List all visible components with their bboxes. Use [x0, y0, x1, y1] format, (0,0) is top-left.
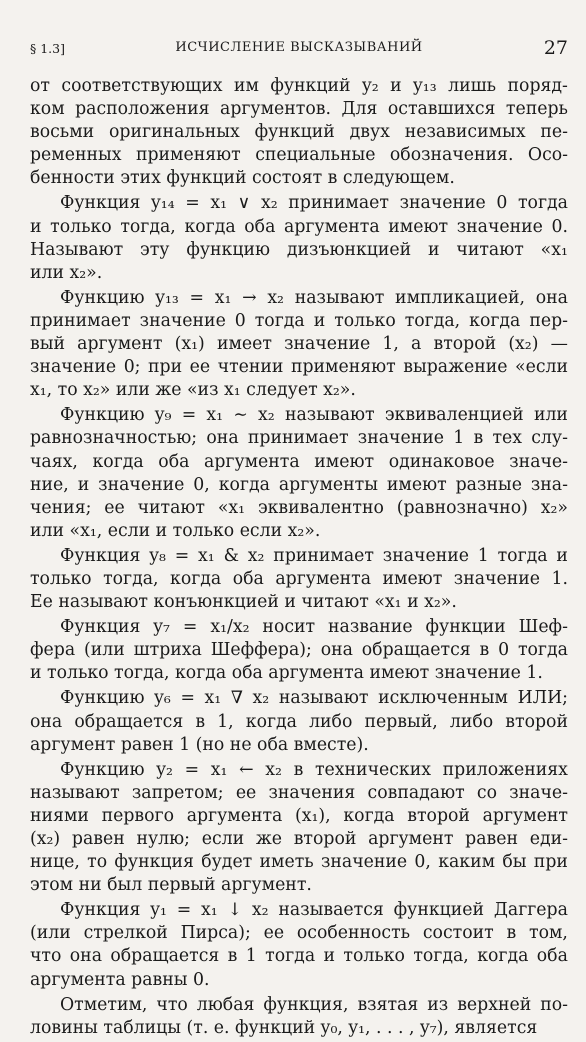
text-line: Функция y₇ = x₁/x₂ носит название функции Шеф- [60, 617, 568, 638]
text-line: Функция y₁₄ = x₁ ∨ x₂ принимает значение 0 тогда [60, 193, 568, 214]
text-line: аргумента равны 0. [30, 969, 210, 990]
paragraph [30, 287, 568, 402]
text-line: или «x₁, если и только если x₂». [30, 520, 321, 541]
text-line: и только тогда, когда оба аргумента имеют значение 0. [30, 216, 568, 237]
text-line: что она обращается в 1 тогда и только тогда, когда оба [30, 946, 568, 967]
body-text [30, 75, 568, 1042]
text-line: Функцию y₂ = x₁ ← x₂ в технических приложениях [60, 759, 568, 780]
running-header [30, 38, 568, 60]
text-line: аргумент равен 1 (но не оба вместе). [30, 734, 369, 755]
text-line: ловины таблицы (т. е. функций y₀, y₁, . . . , y₇), является [30, 1017, 538, 1038]
paragraph [30, 192, 568, 284]
text-line: ком расположения аргументов. Для оставшихся теперь [30, 99, 568, 120]
text-line: бенности этих функций состоят в следующем. [30, 168, 455, 189]
text-line: чаях, когда оба аргумента имеют одинаковое значе- [30, 451, 568, 472]
text-line: ременных применяют специальные обозначения. Осо- [30, 145, 568, 166]
text-line: Ее называют конъюнкцией и читают «x₁ и x₂». [30, 592, 457, 613]
text-line: принимает значение 0 тогда и только тогда, когда пер- [30, 310, 568, 331]
text-line: вый аргумент (x₁) имеет значение 1, а второй (x₂) — [30, 334, 568, 355]
page-number: 27 [543, 37, 568, 59]
text-line: (x₂) равен нулю; если же второй аргумент равен еди- [30, 829, 568, 849]
paragraph [30, 545, 568, 614]
text-line: этом ни был первый аргумент. [30, 875, 312, 896]
paragraph [30, 994, 568, 1040]
section-reference: § 1.3] [30, 41, 65, 56]
text-line: называют запретом; ее значения совпадают со значе- [30, 782, 568, 803]
text-line: ниями первого аргумента (x₁), когда второй аргумент [30, 805, 568, 826]
text-line: Функцию y₁₃ = x₁ → x₂ называют импликацией, она [60, 287, 568, 308]
text-line: только тогда, когда оба аргумента имеют значение 1. [30, 568, 568, 589]
paragraph [30, 75, 568, 190]
text-line: нице, то функция будет иметь значение 0, каким бы при [30, 852, 568, 873]
text-line: ние, и значение 0, когда аргументы имеют разные зна- [30, 474, 568, 495]
text-line: x₁, то x₂» или же «из x₁ следует x₂». [30, 380, 356, 401]
text-line: восьми оригинальных функций двух независимых пе- [30, 122, 568, 143]
text-line: Функцию y₉ = x₁ ∼ x₂ называют эквиваленцией или [60, 405, 568, 426]
text-line: Функцию y₆ = x₁ ∇ x₂ называют исключенным ИЛИ; [60, 688, 568, 709]
paragraph [30, 899, 568, 991]
text-line: от соответствующих им функций y₂ и y₁₃ лишь поряд- [30, 76, 568, 96]
paragraph [30, 404, 568, 543]
text-line: (или стрелкой Пирса); ее особенность состоит в том, [30, 923, 568, 944]
text-line: Функция y₁ = x₁ ↓ x₂ называется функцией Даггера [60, 900, 568, 921]
paragraph [30, 616, 568, 685]
text-line: или x₂». [30, 262, 103, 283]
text-line: Отметим, что любая функция, взятая из верхней по- [60, 994, 568, 1015]
text-line: она обращается в 1, когда либо первый, либо второй [30, 711, 568, 732]
text-line: Функция y₈ = x₁ & x₂ принимает значение 1 тогда и [60, 545, 568, 566]
text-line: равнозначностью; она принимает значение 1 в тех слу- [30, 428, 568, 449]
text-line: фера (или штриха Шеффера); она обращается в 0 тогда [30, 640, 568, 661]
paragraph [30, 687, 568, 756]
text-line: и только тогда, когда оба аргумента имеют значение 1. [30, 663, 543, 684]
text-line: значение 0; при ее чтении применяют выражение «если [30, 357, 568, 378]
running-title: ИСЧИСЛЕНИЕ ВЫСКАЗЫВАНИЙ [175, 40, 423, 55]
text-line: Называют эту функцию дизъюнкцией и читают «x₁ [30, 239, 568, 260]
text-line: чения; ее читают «x₁ эквивалентно (равнозначно) x₂» [30, 497, 568, 518]
paragraph [30, 759, 568, 898]
